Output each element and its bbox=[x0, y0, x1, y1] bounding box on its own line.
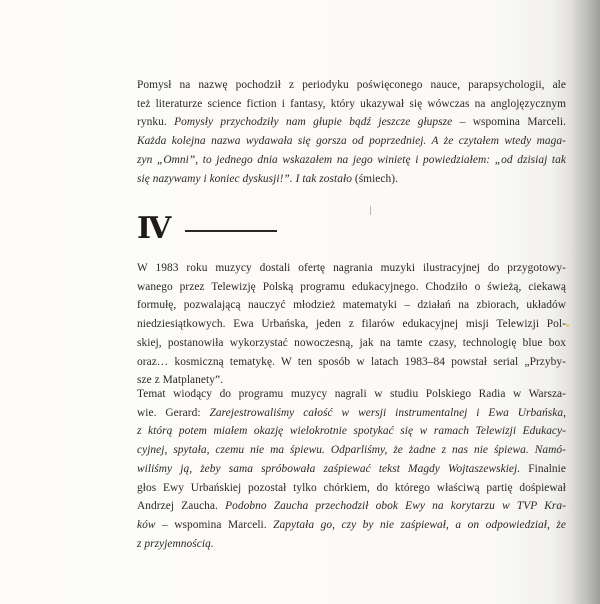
text-run: Pomysł na nazwę pochodził z periodyku poświęconego nauce, parapsychologii, ale bbox=[137, 79, 566, 91]
chapter-divider-rule bbox=[185, 230, 277, 232]
text-line bbox=[137, 441, 566, 460]
text-line bbox=[137, 76, 566, 95]
chapter-heading bbox=[137, 212, 168, 246]
italic-text-run: cyjnej, spytała, czemu nie ma śpiewu. Odparliśmy, że żadne z nas nie śpiewa. Namó- bbox=[137, 444, 566, 457]
scan-mark bbox=[370, 206, 371, 215]
italic-text-run: z którą potem miałem okazję wielokrotnie spotykać się w ramach Telewizji Edukacy- bbox=[137, 425, 566, 438]
chapter-numeral: IV bbox=[137, 211, 169, 246]
text-line bbox=[137, 479, 566, 498]
text-line bbox=[137, 353, 566, 372]
text-run: Temat wiodący do programu muzycy nagrali w studiu Polskiego Radia w Warsza- bbox=[137, 388, 566, 400]
italic-text-run: zyn „Omni”, to jednego dnia wskazałem na jego winietę i powiedziałem: „od dzisiaj tak bbox=[137, 153, 566, 166]
text-line bbox=[137, 113, 566, 132]
page-gutter-shadow bbox=[570, 0, 600, 604]
text-run: głos Ewy Urbańskiej pozostał tylko chórkiem, do którego właściwą partię dośpiewał bbox=[137, 481, 566, 494]
text-run: Finalnie bbox=[520, 462, 566, 475]
text-run: wanego przez Telewizję Polską programu edukacyjnego. Chodziło o świeżą, ciekawą bbox=[137, 280, 566, 293]
paper-speck bbox=[566, 324, 569, 327]
text-run: oraz… kosmiczną tematykę. W ten sposób w latach 1983–84 powstał serial „Przyby- bbox=[137, 355, 566, 368]
text-line bbox=[137, 95, 566, 114]
text-run: sze z Matplanety”. bbox=[137, 374, 223, 387]
text-line bbox=[137, 422, 566, 441]
text-run: Andrzej Zaucha. bbox=[137, 500, 226, 513]
text-line bbox=[137, 278, 566, 297]
text-run: niedziesiątkowych. Ewa Urbańska, jeden z filarów edukacyjnej misji Telewizji Pol- bbox=[137, 318, 566, 331]
text-run: W 1983 roku muzycy dostali ofertę nagrania muzyki ilustracyjnej do przygotowy- bbox=[137, 262, 566, 274]
paragraph-2 bbox=[137, 259, 566, 390]
italic-text-run: wiliśmy ją, żeby sama spróbowała zaśpiewać tekst Magdy Wojtaszewskiej. bbox=[137, 462, 521, 475]
paragraph-1 bbox=[137, 76, 566, 188]
text-run: (śmiech). bbox=[351, 172, 398, 185]
text-line bbox=[137, 404, 566, 423]
text-line bbox=[137, 296, 566, 315]
text-line bbox=[137, 385, 566, 404]
text-line bbox=[137, 516, 566, 535]
text-line bbox=[137, 170, 566, 189]
text-line bbox=[137, 460, 566, 479]
italic-text-run: Podobno Zaucha przechodził obok Ewy na korytarzu w TVP Kra- bbox=[225, 500, 566, 513]
italic-text-run: ków bbox=[137, 518, 156, 531]
text-run: – wspomina Marceli. bbox=[452, 116, 566, 129]
text-line bbox=[137, 334, 566, 353]
italic-text-run: Zapytała go, czy by nie zaśpiewał, a on odpowiedział, że bbox=[273, 518, 566, 531]
italic-text-run: się nazywamy i koniec dyskusji!”. I tak zostało bbox=[137, 172, 352, 185]
italic-text-run: z przyjemnością. bbox=[137, 537, 214, 550]
italic-text-run: Zarejestrowaliśmy całość w wersji instrumentalnej i Ewa Urbańska, bbox=[209, 406, 566, 419]
text-run: rynku. bbox=[137, 116, 175, 129]
italic-text-run: Każda kolejna nazwa wydawała się gorsza od poprzedniej. A że czytałem wtedy maga- bbox=[137, 135, 566, 148]
text-run: skiej, postanowiła wykorzystać nowoczesną, jak na tamte czasy, technologię blue box bbox=[137, 336, 566, 349]
text-line bbox=[137, 151, 566, 170]
text-run: formułę, pozwalającą nauczyć młodzież matematyki – działań na zbiorach, układów bbox=[137, 299, 566, 312]
text-line bbox=[137, 259, 566, 278]
text-line bbox=[137, 315, 566, 334]
italic-text-run: Pomysły przychodziły nam głupie bądź jeszcze głupsze bbox=[174, 116, 453, 129]
text-line bbox=[137, 535, 566, 554]
text-run: też literaturze science fiction i fantasy, który ukazywał się wówczas na anglojęzycznym bbox=[137, 97, 566, 110]
paragraph-3 bbox=[137, 385, 566, 553]
text-line bbox=[137, 132, 566, 151]
text-run: – wspomina Marceli. bbox=[155, 518, 274, 531]
text-line bbox=[137, 497, 566, 516]
text-run: wie. Gerard: bbox=[137, 406, 210, 419]
